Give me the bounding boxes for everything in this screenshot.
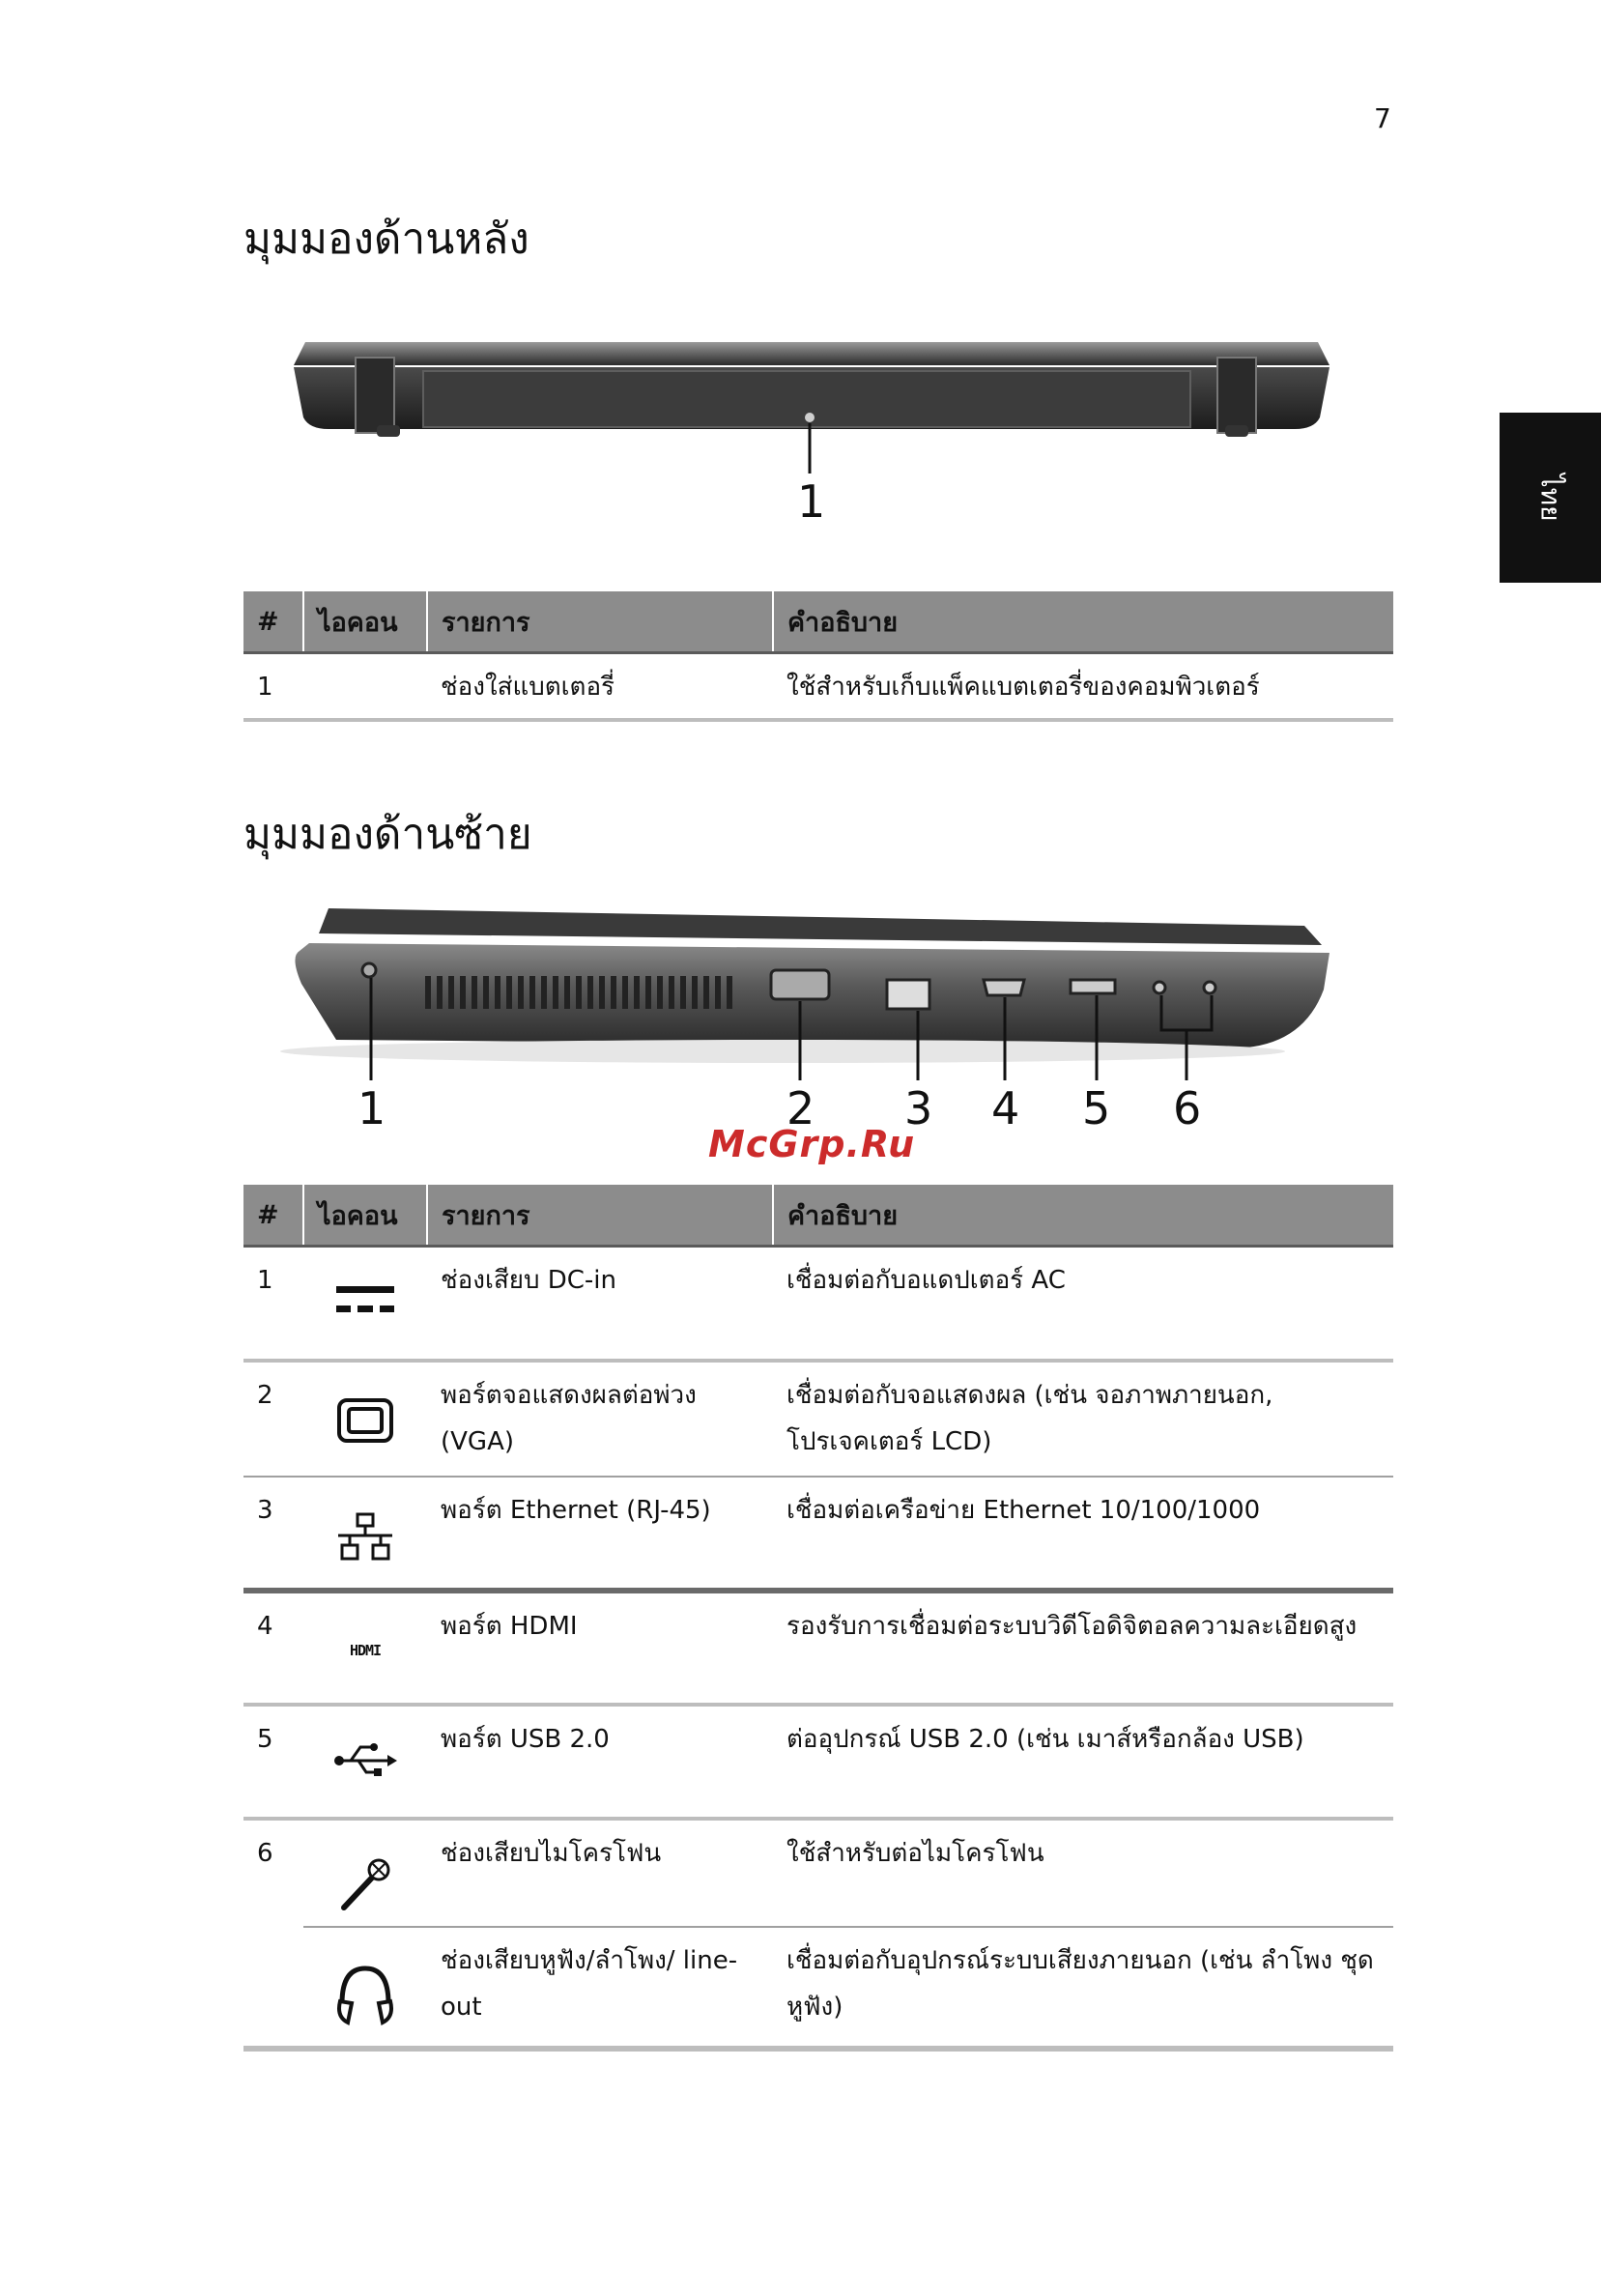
header-number: # [243, 591, 303, 653]
row-item: ช่องใส่แบตเตอรี่ [441, 673, 615, 702]
table-row [243, 1477, 1393, 1591]
usb-icon [333, 1741, 397, 1780]
row-number: 2 [257, 1380, 273, 1410]
row-number: 4 [257, 1611, 273, 1641]
left-callout-6: 6 [1173, 1082, 1202, 1134]
header-icon: ไอคอน [303, 1185, 427, 1247]
row-description: เชื่อมต่อกับจอแสดงผล (เช่น จอภาพภายนอก, โปรเจคเตอร์ LCD) [786, 1380, 1273, 1456]
row-description: เชื่อมต่อเครือข่าย Ethernet 10/100/1000 [786, 1495, 1261, 1525]
dc-in-icon [334, 1282, 396, 1321]
left-callout-3: 3 [904, 1082, 933, 1134]
row-description: ใช้สำหรับต่อไมโครโฟน [786, 1838, 1044, 1868]
row-description: เชื่อมต่อกับอแดปเตอร์ AC [786, 1266, 1066, 1295]
page-number: 7 [1374, 102, 1391, 134]
header-number: # [243, 1185, 303, 1247]
row-item: พอร์ตจอแสดงผลต่อพ่วง (VGA) [441, 1380, 697, 1456]
row-description: รองรับการเชื่อมต่อระบบวิดีโอดิจิตอลความละเอียดสูง [786, 1611, 1358, 1641]
rear-view-table [243, 591, 1393, 722]
row-number: 1 [257, 673, 273, 702]
row-number: 6 [243, 1819, 303, 2049]
row-description: ใช้สำหรับเก็บแพ็คแบตเตอรี่ของคอมพิวเตอร์ [786, 673, 1260, 702]
vga-port-icon [336, 1397, 394, 1444]
header-description: คำอธิบาย [773, 1185, 1393, 1247]
row-number: 1 [257, 1266, 273, 1295]
row-description: เชื่อมต่อกับอุปกรณ์ระบบเสียงภายนอก (เช่น ลำโพง ชุดหูฟัง) [786, 1945, 1374, 2022]
headphones-icon [334, 1963, 396, 2026]
language-tab-label: ไทย [1534, 474, 1567, 522]
header-item: รายการ [427, 1185, 773, 1247]
left-callout-2: 2 [786, 1082, 815, 1134]
table-row [243, 1705, 1393, 1819]
rear-callout-1: 1 [797, 475, 826, 528]
row-number: 3 [257, 1495, 273, 1525]
table-row [243, 1591, 1393, 1705]
row-item: ช่องเสียบไมโครโฟน [441, 1838, 662, 1868]
left-view-table [243, 1185, 1393, 2052]
hdmi-icon-label: HDMI [349, 1641, 382, 1659]
left-view-laptop-illustration [280, 897, 1353, 1090]
language-tab [1500, 413, 1601, 583]
table-row [243, 1361, 1393, 1477]
row-item: พอร์ต Ethernet (RJ-45) [441, 1495, 711, 1525]
table-row [243, 1927, 1393, 2049]
table-row [243, 1247, 1393, 1361]
table-row [243, 653, 1393, 721]
table-header-row [243, 1185, 1393, 1247]
row-item: ช่องเสียบ DC-in [441, 1266, 616, 1295]
left-callout-4: 4 [991, 1082, 1020, 1134]
left-view-title: มุมมองด้านซ้าย [243, 810, 532, 859]
header-description: คำอธิบาย [773, 591, 1393, 653]
header-icon: ไอคอน [303, 591, 427, 653]
left-callout-5: 5 [1082, 1082, 1111, 1134]
hdmi-icon [317, 1624, 414, 1674]
header-item: รายการ [427, 591, 773, 653]
rear-view-title: มุมมองด้านหลัง [243, 215, 529, 264]
row-item: พอร์ต HDMI [441, 1611, 578, 1641]
row-number: 5 [257, 1724, 273, 1754]
left-callout-1: 1 [357, 1082, 386, 1134]
table-header-row [243, 591, 1393, 653]
row-item: ช่องเสียบหูฟัง/ลำโพง/ line-out [441, 1945, 738, 2022]
microphone-icon [336, 1855, 394, 1913]
row-item: พอร์ต USB 2.0 [441, 1724, 610, 1754]
row-icon [303, 653, 427, 721]
row-description: ต่ออุปกรณ์ USB 2.0 (เช่น เมาส์หรือกล้อง USB) [786, 1724, 1304, 1754]
watermark: McGrp.Ru [708, 1123, 916, 1165]
ethernet-icon [336, 1512, 394, 1563]
table-row [243, 1819, 1393, 1927]
